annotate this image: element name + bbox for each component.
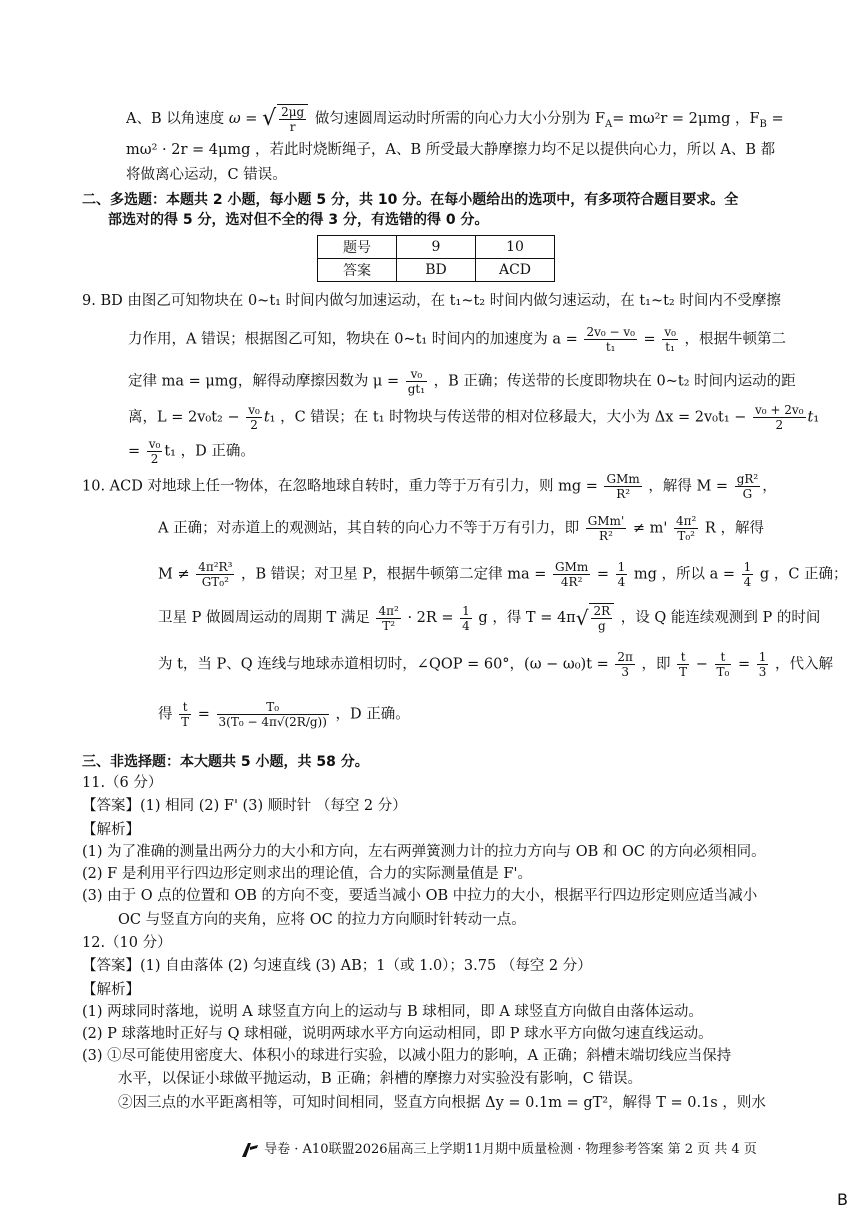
text-line: mω² · 2r = 4μmg ，若此时烧断绳子，A、B 所受最大静摩擦力均不足以提供向心力，所以 A、B 都 — [126, 142, 776, 158]
text-line: 水平，以保证小球做平抛运动，B 正确；斜槽的摩擦力对实验没有影响，C 错误。 — [118, 1071, 642, 1087]
table-cell: ACD — [476, 259, 555, 282]
text-line: (1) 两球同时落地，说明 A 球竖直方向上的运动与 B 球相同，即 A 球竖直方向做自由落体运动。 — [82, 1004, 703, 1020]
answer-table — [317, 235, 555, 282]
answer-line: 【答案】(1) 相同 (2) F' (3) 顺时针 （每空 2 分） — [82, 798, 407, 814]
text-line: ②因三点的水平距离相等，可知时间相同，竖直方向根据 Δy = 0.1m = gT²，解得 T = 0.1s ，则水 — [118, 1095, 766, 1111]
text-line: OC 与竖直方向的夹角，应将 OC 的拉力方向顺时针转动一点。 — [118, 912, 526, 928]
brand-logo-icon — [238, 1141, 260, 1159]
text-line: 10. ACD 对地球上任一物体，在忽略地球自转时，重力等于万有引力，则 mg = $\frac{\text{GMm}}{\text{R²}}$ ，解得 M = $\frac{\text{gR²}}{G}$ ， — [82, 472, 777, 501]
table-cell: BD — [397, 259, 476, 282]
text-line: M ≠ $\frac{\text{4π²R³}}{\text{GT₀²}}$ ，B 错误；对卫星 P，根据牛顿第二定律 ma = $\frac{\text{GMm}}{\text{4R²}}$ = $\frac{1}{4}$ mg ，所以 a = $\frac{1}{4}$ g ，C 正确； — [158, 560, 848, 589]
text: A、B 以角速度 — [126, 111, 225, 127]
analysis-label: 【解析】 — [82, 822, 140, 838]
section-heading: 部选对的得 5 分，选对但不全的得 3 分，有选错的得 0 分。 — [108, 212, 489, 228]
text-line: (1) 为了准确的测量出两分力的大小和方向，左右两弹簧测力计的拉力方向与 OB 和 OC 的方向必须相同。 — [82, 844, 766, 860]
question-number: 11.（6 分） — [82, 775, 163, 791]
page-footer — [238, 1138, 757, 1159]
text: 做匀速圆周运动时所需的向心力大小分别为 — [314, 111, 591, 127]
table-cell: 10 — [476, 236, 555, 259]
section-heading: 三、非选择题：本大题共 5 小题，共 58 分。 — [82, 754, 369, 770]
text-line: 定律 ma = μmg，解得动摩擦因数为 μ = $\frac{\text{v₀}}{\text{gt₁}}$ ，B 正确；传送带的长度即物块在 0~t₂ 时间内运动的距 — [128, 367, 796, 396]
text-line: 9. BD 由图乙可知物块在 0~t₁ 时间内做匀加速运动，在 t₁~t₂ 时间内做匀速运动，在 t₁~t₂ 时间内不受摩擦 — [82, 293, 781, 309]
text-line: 力作用，A 错误；根据图乙可知，物块在 0~t₁ 时间内的加速度为 a = $\frac{\text{2v₀ − v₀}}{\text{t₁}}$ = $\frac{\text{v₀}}{\text{t₁}}$ ，根据牛顿第二 — [128, 325, 787, 354]
text-line: 卫星 P 做圆周运动的周期 T 满足 $\frac{\text{4π²}}{\text{T²}}$ · 2R = $\frac{1}{4}$ g ，得 T = 4π√ $\frac{2R}{g}$ ，设 Q 能连续观测到 P 的时间 — [158, 603, 821, 633]
corner-mark: B — [837, 1190, 848, 1209]
text-line: (2) P 球落地时正好与 Q 球相碰，说明两球水平方向运动相同，即 P 球水平方向做匀速直线运动。 — [82, 1026, 713, 1042]
table-cell: 题号 — [318, 236, 397, 259]
text-line: 得 $\frac{t}{T}$ = $\frac{\text{T₀}}{\text{3(T₀ − 4π√(2R/g))}}$ ，D 正确。 — [158, 700, 410, 729]
footer-text: 导卷 · A10联盟2026届高三上学期11月期中质量检测 · 物理参考答案 第 2 页 共 4 页 — [264, 1142, 757, 1157]
analysis-label: 【解析】 — [82, 982, 140, 998]
fraction: $\frac{2\mu g}{r}$ — [277, 104, 308, 134]
text-line: (3) ①尽可能使用密度大、体积小的球进行实验，以减小阻力的影响，A 正确；斜槽末端切线应当保持 — [82, 1048, 732, 1064]
table-cell: 答案 — [318, 259, 397, 282]
text-line: A、B 以角速度 ω = √ $\frac{2\mu g}{r}$ 做匀速圆周运动时所需的向心力大小分别为 $F_A= m\omega^2r = 2\mu mg$ ，$F_B$ = — [126, 105, 784, 134]
answer-line: 【答案】(1) 自由落体 (2) 匀速直线 (3) AB；1（或 1.0）；3.75 （每空 2 分） — [82, 958, 592, 974]
text-line: A 正确；对赤道上的观测站，其自转的向心力不等于万有引力，即 $\frac{\text{GMm'}}{\text{R²}}$ ≠ m' $\frac{\text{4π²}}{\text{T₀²}}$ R ，解得 — [158, 514, 764, 543]
section-heading: 二、多选题：本题共 2 小题，每小题 5 分，共 10 分。在每小题给出的选项中，有多项符合题目要求。全 — [82, 192, 739, 208]
question-number: 12.（10 分） — [82, 935, 172, 951]
text-line: = $\frac{\text{v₀}}{2}$ t₁ ，D 正确。 — [128, 437, 255, 466]
text-line: (3) 由于 O 点的位置和 OB 的方向不变，要适当减小 OB 中拉力的大小，根据平行四边形定则应适当减小 — [82, 888, 758, 904]
text-line: (2) F 是利用平行四边形定则求出的理论值，合力的实际测量值是 F'。 — [82, 866, 532, 882]
text-line: 将做离心运动，C 错误。 — [126, 167, 287, 183]
text-line: 为 t，当 P、Q 连线与地球赤道相切时，∠QOP = 60°，(ω − ω₀)t = $\frac{2\pi}{3}$ ，即 $\frac{t}{T}$ − $\frac{t}{\text{T₀}}$ = $\frac{1}{3}$ ，代入解 — [158, 650, 833, 679]
text-line: 离，L = 2v₀t₂ − $\frac{\text{v₀}}{2}$ t₁ ，C 错误；在 t₁ 时物块与传送带的相对位移最大，大小为 Δx = 2v₀t₁ − $\frac{\text{v₀ + 2v₀}}{2}$ t₁ — [128, 403, 820, 432]
table-cell: 9 — [397, 236, 476, 259]
